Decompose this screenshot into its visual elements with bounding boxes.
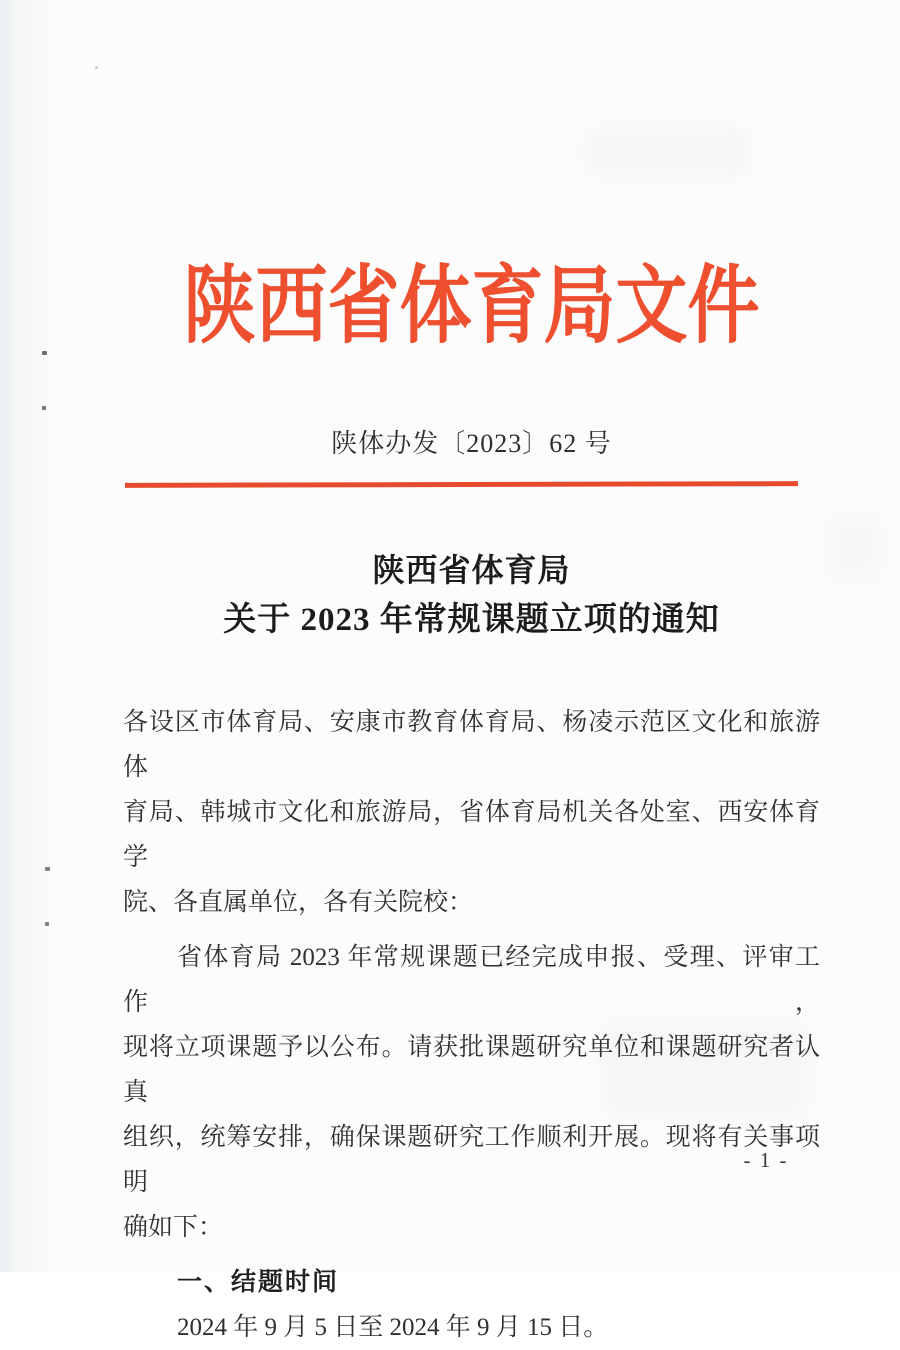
notice-title-line1: 陕西省体育局 [372,552,571,588]
scan-left-edge-shadow [0,0,60,1272]
header-divider-line [125,481,798,488]
body-line: 院、各直属单位，各有关院校： [123,889,474,916]
section-1-heading: 一、结题时间 [177,1268,340,1296]
body-line: 各设区市体育局、安康市教育体育局、杨凌示范区文化和旅游体 [123,709,820,781]
scan-speck [45,867,50,871]
body-line: 确如下： [123,1214,224,1241]
document-header-title: 陕西省体育局文件 [183,259,760,355]
body-line: 组织，统筹安排，确保课题研究工作顺利开展。现将有关事项明 [123,1124,820,1196]
notice-title-line2: 关于 2023 年常规课题立项的通知 [223,602,720,638]
scan-speck [42,351,47,355]
scan-speck [45,922,49,926]
scan-speck [95,66,98,69]
announcement-paragraph [123,935,820,1250]
scan-artifact [585,128,750,176]
document-body [123,700,820,1350]
salutation-paragraph [123,700,820,925]
notice-title [123,545,820,645]
page-number: - 1 - [743,1148,789,1172]
body-line: 育局、韩城市文化和旅游局，省体育局机关各处室、西安体育学 [123,799,820,871]
body-line: 省体育局 2023 年常规课题已经完成申报、受理、评审工作， [123,944,820,1016]
scan-speck [42,406,46,410]
body-line: 现将立项课题予以公布。请获批课题研究单位和课题研究者认真 [123,1034,820,1106]
section-1-content: 2024 年 9 月 5 日至 2024 年 9 月 15 日。 [177,1314,609,1341]
scan-artifact [828,512,882,582]
document-number: 陕体办发〔2023〕62 号 [331,429,612,458]
